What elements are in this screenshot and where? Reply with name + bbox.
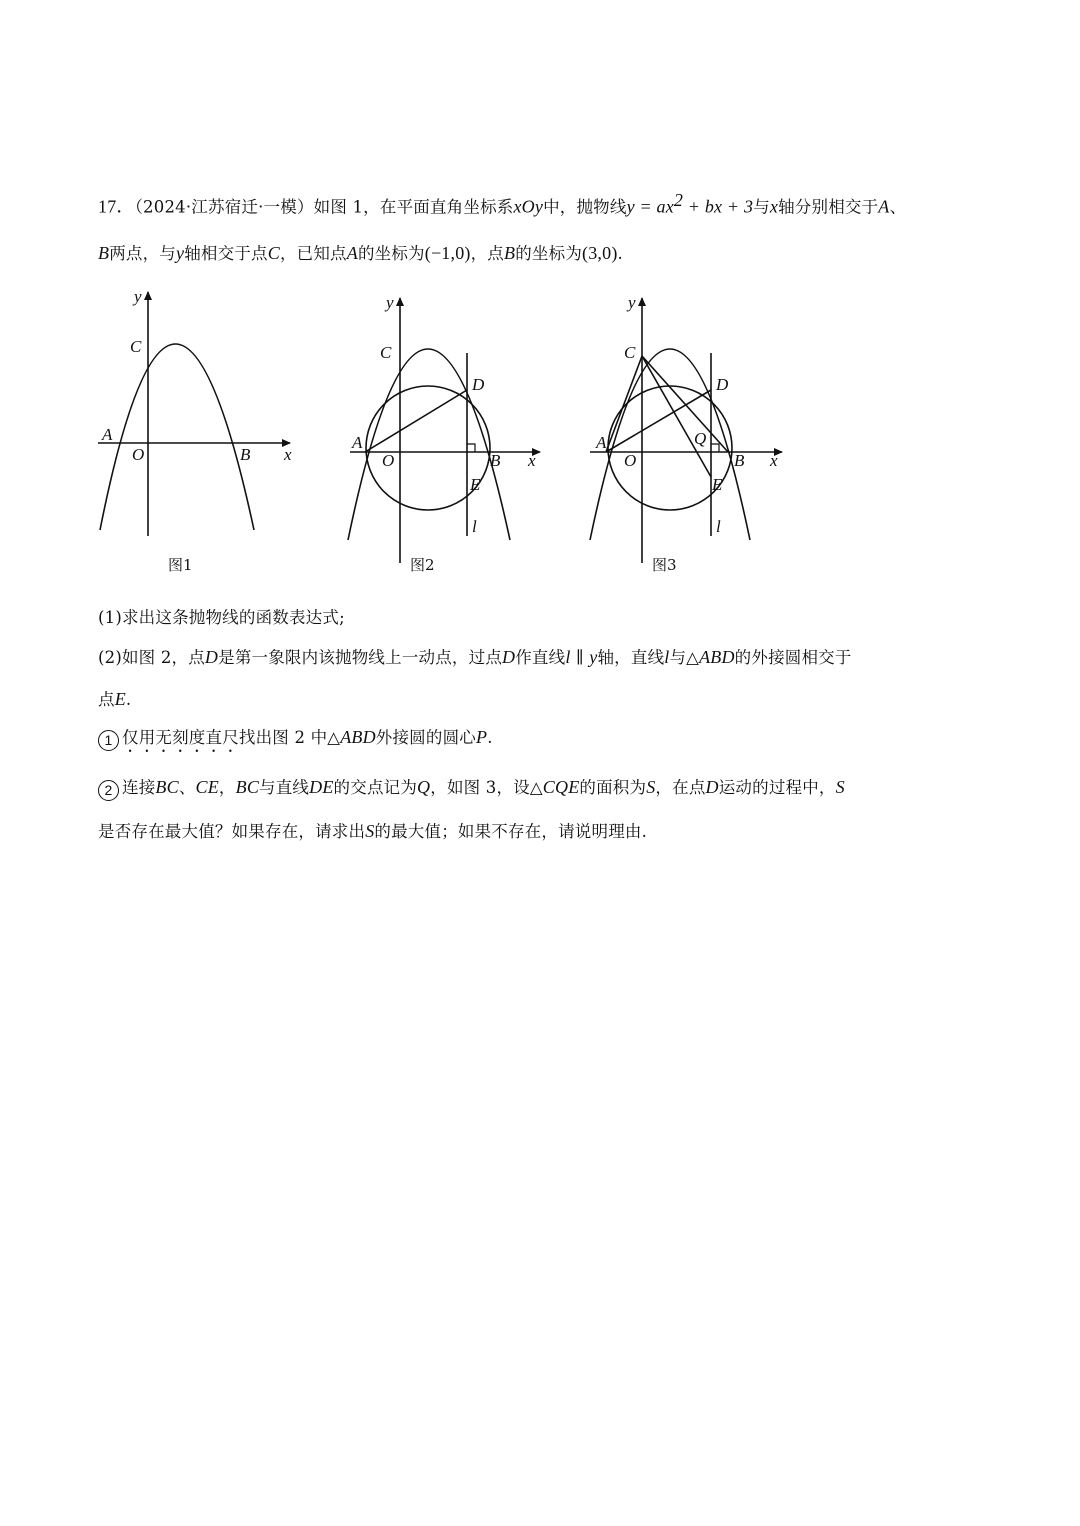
text: 的坐标为 <box>515 244 583 263</box>
sub-question-1 <box>98 724 493 756</box>
point-label: B <box>98 243 110 263</box>
text: 的坐标为 <box>357 244 425 263</box>
point-label: E <box>114 689 126 709</box>
label-l: l <box>716 517 721 536</box>
text: 的面积为 <box>579 778 647 797</box>
text: 、 <box>889 197 907 217</box>
label-A: A <box>596 433 607 452</box>
variable: S <box>365 821 375 841</box>
label-y: y <box>134 287 142 306</box>
text: 轴相交于点 <box>184 244 268 263</box>
variable: S <box>646 777 656 797</box>
circled-number-1: 1 <box>98 730 119 751</box>
emphasized-text: 仅用无刻度直尺 <box>122 728 239 747</box>
variable: x <box>769 196 779 217</box>
formula-part: + bx + 3 <box>683 196 754 217</box>
label-E: E <box>470 475 481 494</box>
point-label: A <box>346 243 358 263</box>
segment-label: BC <box>235 777 260 797</box>
text: 、 <box>178 778 196 797</box>
label-A: A <box>102 425 113 444</box>
point-label: Q <box>417 777 431 797</box>
variable: y <box>176 243 185 263</box>
question-2-line-1 <box>98 644 852 668</box>
text: 点 <box>98 690 115 709</box>
text: 中，抛物线 <box>543 197 627 217</box>
segment-label: CE <box>195 777 219 797</box>
text: 的外接圆相交于 <box>734 648 852 667</box>
problem-statement-line-2 <box>98 240 623 264</box>
text: (2)如图 2，点 <box>98 648 205 667</box>
label-B: B <box>490 451 501 470</box>
label-x: x <box>770 451 778 470</box>
point-label: B <box>504 243 516 263</box>
segment-AD <box>365 390 467 452</box>
point-label: A <box>878 196 890 217</box>
figure-3-caption: 图3 <box>652 556 677 574</box>
point-label: P <box>475 727 488 747</box>
line-label: l <box>565 647 571 667</box>
label-O: O <box>624 451 637 470</box>
right-angle-mark <box>711 444 719 452</box>
text: 的最大值；如果不存在，请说明理由. <box>374 822 648 841</box>
text: ，如图 3，设△ <box>430 778 543 797</box>
label-y: y <box>628 293 636 312</box>
coord-system: xOy <box>513 196 544 217</box>
text: ，点 <box>470 244 505 263</box>
segment-CE <box>642 356 711 477</box>
label-B: B <box>240 445 251 464</box>
segment-AC <box>606 356 642 452</box>
text: ， <box>218 778 236 797</box>
figure-2 <box>348 293 540 574</box>
parallel-symbol: ∥ <box>570 648 590 667</box>
variable: y <box>589 647 598 667</box>
formula-exponent: 2 <box>673 190 684 210</box>
label-O: O <box>382 451 395 470</box>
text: 运动的过程中， <box>718 778 836 797</box>
problem-number: 17． <box>98 196 135 217</box>
question-2-line-2 <box>98 686 131 710</box>
coordinate-a: (−1,0) <box>424 243 471 263</box>
label-D: D <box>472 375 485 394</box>
point-label: D <box>502 647 516 667</box>
text: 轴分别相交于 <box>778 197 879 217</box>
segment-BC <box>642 356 728 452</box>
label-x: x <box>528 451 536 470</box>
coordinate-b: (3,0) <box>582 243 618 263</box>
circled-number-2: 2 <box>98 780 119 801</box>
sub-question-2-line-2 <box>98 818 647 842</box>
problem-statement-line-1 <box>98 190 906 219</box>
text: . <box>487 728 493 747</box>
label-E: E <box>712 475 723 494</box>
text: 与 <box>753 197 770 217</box>
label-D: D <box>716 375 729 394</box>
point-label: C <box>267 243 280 263</box>
text: ，在点 <box>655 778 706 797</box>
figure-1-caption: 图1 <box>168 556 193 574</box>
segment-label: DE <box>309 777 334 797</box>
point-label: D <box>705 777 719 797</box>
triangle-label: ABD <box>699 647 735 667</box>
question-1-text: (1)求出这条抛物线的函数表达式; <box>98 608 345 627</box>
label-O: O <box>132 445 145 464</box>
label-Q: Q <box>694 429 707 448</box>
text: 与△ <box>669 648 700 667</box>
text: 两点，与 <box>109 244 177 263</box>
point-label: D <box>204 647 219 667</box>
text: . <box>617 244 623 263</box>
text: . <box>125 690 132 709</box>
text: 轴，直线 <box>597 648 665 667</box>
text: ，已知点 <box>279 244 347 263</box>
label-l: l <box>472 517 477 536</box>
triangle-label: CQE <box>542 777 580 797</box>
label-x: x <box>284 445 292 464</box>
text: 作直线 <box>515 648 566 667</box>
segment-label: BC <box>155 777 179 797</box>
figure-3 <box>590 293 782 574</box>
text: 的交点记为 <box>333 778 418 797</box>
text: 外接圆的圆心 <box>375 728 476 747</box>
problem-source: （2024·江苏宿迁·一模） <box>134 197 314 217</box>
label-C: C <box>624 343 636 362</box>
text: 连接 <box>122 778 156 797</box>
figures-row <box>90 278 810 588</box>
figure-1 <box>98 287 292 574</box>
triangle-label: ABD <box>340 727 376 747</box>
parabola <box>100 344 254 530</box>
text: 如图 1，在平面直角坐标系 <box>313 197 514 217</box>
line-label: l <box>664 647 670 667</box>
sub-question-2-line-1 <box>98 774 845 801</box>
right-angle-mark <box>467 444 475 452</box>
label-C: C <box>380 343 392 362</box>
figure-2-caption: 图2 <box>410 556 435 574</box>
parabola <box>348 349 510 540</box>
text: 找出图 2 中△ <box>238 728 341 747</box>
label-A: A <box>352 433 363 452</box>
formula-part: y = ax <box>626 196 674 217</box>
text: 是否存在最大值？如果存在，请求出 <box>98 822 366 841</box>
label-B: B <box>734 451 745 470</box>
label-C: C <box>130 337 142 356</box>
text: 与直线 <box>259 778 310 797</box>
text: 是第一象限内该抛物线上一动点，过点 <box>218 648 503 667</box>
label-y: y <box>386 293 394 312</box>
variable: S <box>835 777 845 797</box>
question-1 <box>98 604 345 628</box>
